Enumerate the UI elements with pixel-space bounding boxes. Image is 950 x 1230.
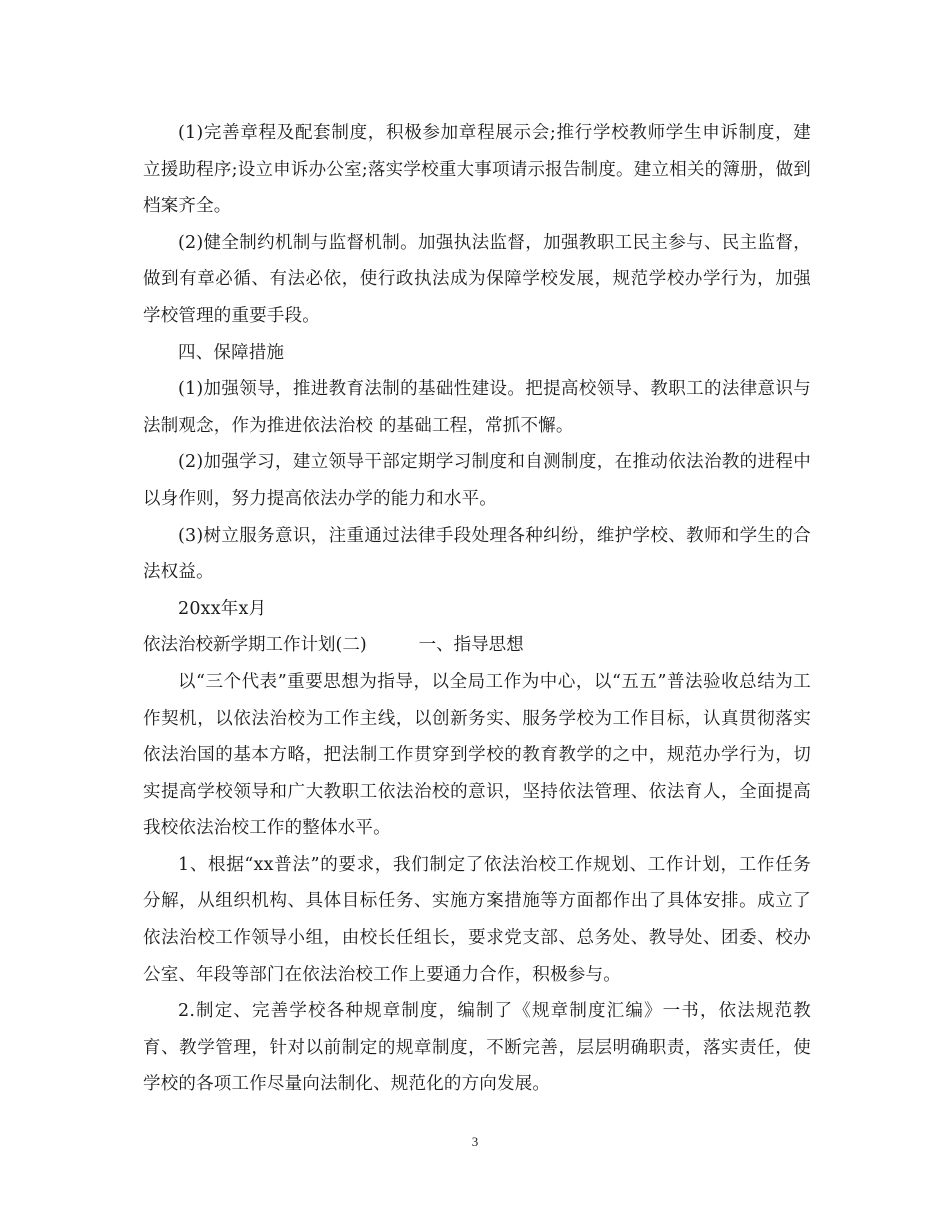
- paragraph-8: 2.制定、完善学校各种规章制度，编制了《规章制度汇编》一书，依法规范教育、教学管理，针对以前制定的规章制度，不断完善，层层明确职责，落实责任，使学校的各项工作尽量向法制化、规范化的方向发展。: [143, 1001, 811, 1095]
- paragraph-1: (1)完善章程及配套制度，积极参加章程展示会;推行学校教师学生申诉制度，建立援助程序;设立申诉办公室;落实学校重大事项请示报告制度。建立相关的簿册，做到档案齐全。: [143, 123, 811, 217]
- paragraph-7: 1、根据“xx普法”的要求，我们制定了依法治校工作规划、工作计划，工作任务分解，从组织机构、具体目标任务、实施方案措施等方面都作出了具体安排。成立了依法治校工作领导小组，由校长任组长，要求党支部、总务处、教导处、团委、校办公室、年段等部门在依法治校工作上要通力合作，积极参与。: [143, 854, 811, 985]
- paragraph-2: (2)健全制约机制与监督机制。加强执法监督，加强教职工民主参与、民主监督，做到有章必循、有法必依，使行政执法成为保障学校发展，规范学校办学行为，加强学校管理的重要手段。: [143, 232, 811, 326]
- paragraph-3: (1)加强领导，推进教育法制的基础性建设。把提高校领导、教职工的法律意识与法制观念，作为推进依法治校 的基础工程，常抓不懈。: [143, 379, 811, 436]
- section-title: 依法治校新学期工作计划(二): [143, 635, 367, 656]
- section-subheading: 一、指导思想: [418, 635, 524, 656]
- paragraph-6: 以“三个代表”重要思想为指导，以全局工作为中心，以“五五”普法验收总结为工作契机，以依法治校为工作主线，以创新务实、服务学校为工作目标，认真贯彻落实依法治国的基本方略，把法制工作贯穿到学校的教育教学的之中，规范办学行为，切实提高学校领导和广大教职工依法治校的意识，坚持依法管理、依法育人，全面提高我校依法治校工作的整体水平。: [143, 671, 811, 839]
- paragraph-4: (2)加强学习，建立领导干部定期学习制度和自测制度，在推动依法治教的进程中以身作则，努力提高依法办学的能力和水平。: [143, 452, 811, 509]
- date-line: 20xx年x月: [178, 598, 267, 619]
- paragraph-5: (3)树立服务意识，注重通过法律手段处理各种纠纷，维护学校、教师和学生的合法权益。: [143, 525, 811, 583]
- page-number: 3: [471, 1134, 479, 1149]
- document-body: [143, 115, 811, 1103]
- section-heading-guarantee-measures: 四、保障措施: [178, 342, 285, 363]
- section-title-line: [143, 627, 811, 664]
